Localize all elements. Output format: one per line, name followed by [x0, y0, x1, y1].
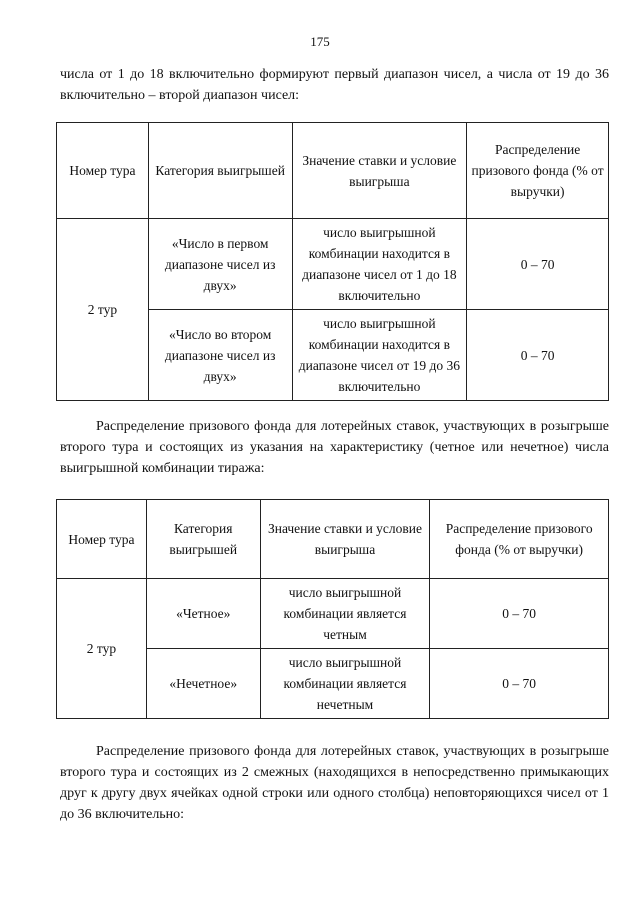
header-category: Категория выигрышей: [148, 123, 292, 219]
share-cell: 0 – 70: [430, 649, 609, 719]
table-row: [57, 219, 609, 310]
page-number: 175: [310, 34, 330, 49]
paragraph-ranges-intro: числа от 1 до 18 включительно формируют первый диапазон чисел, а числа от 19 до 36 включительно – второй диапазон чисел:: [60, 67, 609, 103]
header-condition: Значение ставки и условие выигрыша: [260, 500, 430, 579]
paragraph-even-odd-intro: Распределение призового фонда для лотерейных ставок, участвующих в розыгрыше второго тура и состоящих из указания на характеристику (четное или нечетное) числа выигрышной комбинации тиража:: [60, 419, 609, 476]
condition-cell: число выигрышной комбинации находится в диапазоне чисел от 1 до 18 включительно: [292, 219, 467, 310]
condition-cell: число выигрышной комбинации является четным: [260, 579, 430, 649]
category-cell: «Число во втором диапазоне чисел из двух»: [148, 310, 292, 401]
category-cell: «Число в первом диапазоне чисел из двух»: [148, 219, 292, 310]
table-row: [57, 579, 609, 649]
paragraph-adjacent-numbers-intro: Распределение призового фонда для лотерейных ставок, участвующих в розыгрыше второго тура и состоящих из 2 смежных (находящихся в непосредственно примыкающих друг к другу двух ячейках одной строки или одного столбца) неповторяющихся чисел от 1 до 36 включительно:: [60, 744, 609, 822]
header-tour-number: Номер тура: [57, 500, 147, 579]
header-prize-share: Распределение призового фонда (% от выручки): [430, 500, 609, 579]
share-cell: 0 – 70: [430, 579, 609, 649]
share-cell: 0 – 70: [467, 219, 609, 310]
category-cell: «Четное»: [146, 579, 260, 649]
prize-table-ranges: [56, 122, 609, 401]
category-cell: «Нечетное»: [146, 649, 260, 719]
table-header-row: [57, 500, 609, 579]
tour-cell: 2 тур: [57, 219, 149, 401]
tour-cell: 2 тур: [57, 579, 147, 719]
prize-table-even-odd: [56, 499, 609, 719]
condition-cell: число выигрышной комбинации находится в диапазоне чисел от 19 до 36 включительно: [292, 310, 467, 401]
header-category: Категория выигрышей: [146, 500, 260, 579]
header-condition: Значение ставки и условие выигрыша: [292, 123, 467, 219]
share-cell: 0 – 70: [467, 310, 609, 401]
condition-cell: число выигрышной комбинации является нечетным: [260, 649, 430, 719]
header-tour-number: Номер тура: [57, 123, 149, 219]
header-prize-share: Распределение призового фонда (% от выручки): [467, 123, 609, 219]
table-header-row: [57, 123, 609, 219]
